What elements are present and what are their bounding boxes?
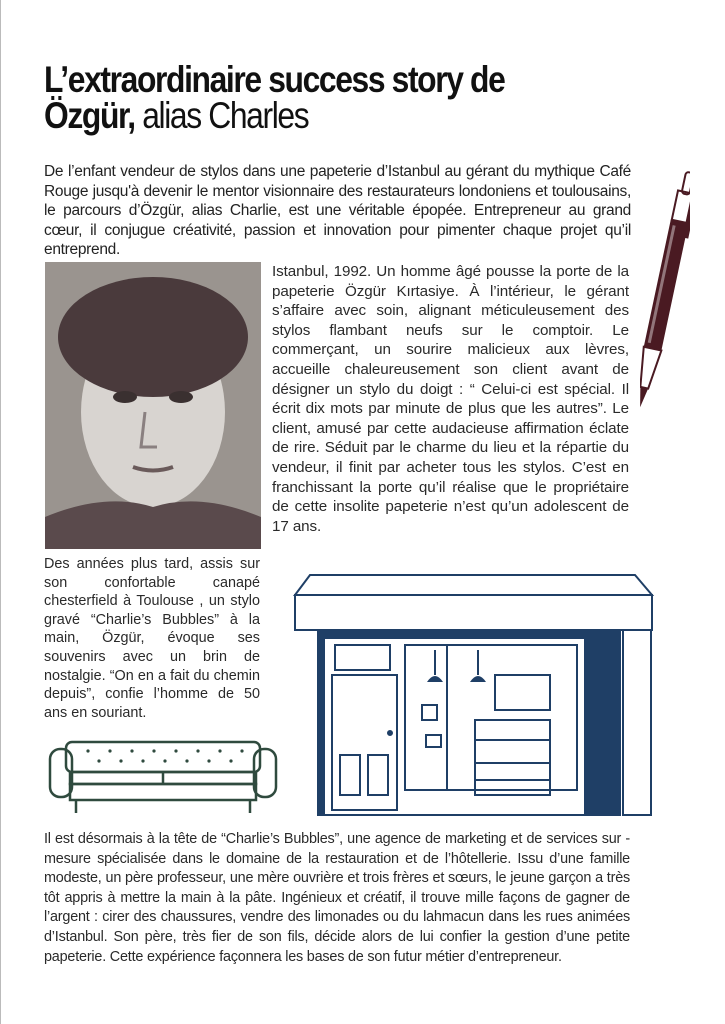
page-edge bbox=[0, 0, 1, 1024]
pen-illustration-icon bbox=[640, 165, 690, 425]
intro-paragraph: De l’enfant vendeur de stylos dans une papeterie d’Istanbul au gérant du mythique Café Rouge jusqu'à devenir le mentor visionnaire des restaurateurs londoniens et toulousains, le parcours d’Özgür, alias Charlie, est une véritable épopée. Entrepreneur au grand cœur, il conjugue créativité, passion et innovation pour pimenter chaque projet qu’il entreprend. bbox=[44, 163, 631, 258]
story-left-column: Des années plus tard, assis sur son confortable canapé chesterfield à Toulouse , un stylo gravé “Charlie’s Bubbles” à la main, Özgür, évoque ses souvenirs avec un brin de nostalgie. “On en a fait du chemin depuis”, confie l’homme de 50 ans en souriant. bbox=[44, 556, 260, 721]
shopfront-illustration-icon bbox=[290, 570, 660, 820]
portrait-photo bbox=[45, 262, 261, 549]
story-bottom-paragraph: Il est désormais à la tête de “Charlie’s Bubbles”, une agence de marketing et de services sur - mesure spécialisée dans le domaine de la restauration et de l’hôtellerie. Issu d’une famille modeste, un père professeur, une mère ouvrière et trois frères et sœurs, le jeune garçon a très tôt appris à mettre la main à la pâte. Ingénieux et créatif, il trouve mille façons de gagner de l’argent : cirer des chaussures, vendre des limonades ou du lahmacun dans les rues animées d’Istanbul. Son père, très fier de son fils, décide alors de lui confier la gestion d’une petite papeterie. Cette expérience façonnera les bases de son futur métier d’entrepreneur. bbox=[44, 831, 630, 965]
chesterfield-sofa-icon bbox=[48, 737, 278, 817]
story-right-column: Istanbul, 1992. Un homme âgé pousse la porte de la papeterie Özgür Kırtasiye. À l’intérieur, le gérant s’affaire avec soin, alignant méticuleusement des stylos flambant neufs sur le comptoir. Le commerçant, un sourire malicieux aux lèvres, accueille chaleureusement son client avant de désigner un stylo du doigt : “ Celui-ci est spécial. Il écrit dix mots par minute de plus que les autres”. Le client, amusé par cette audacieuse affirmation éclate de rire. Séduit par le charme du lieu et la répartie du vendeur, il finit par acheter tous les stylos. C’est en franchissant la porte qu’il réalise que le propriétaire de cette insolite papeterie n’est qu’un adolescent de 17 ans. bbox=[272, 263, 629, 535]
page-title: L’extraordinaire success story de Özgür, alias Charles bbox=[44, 59, 505, 136]
